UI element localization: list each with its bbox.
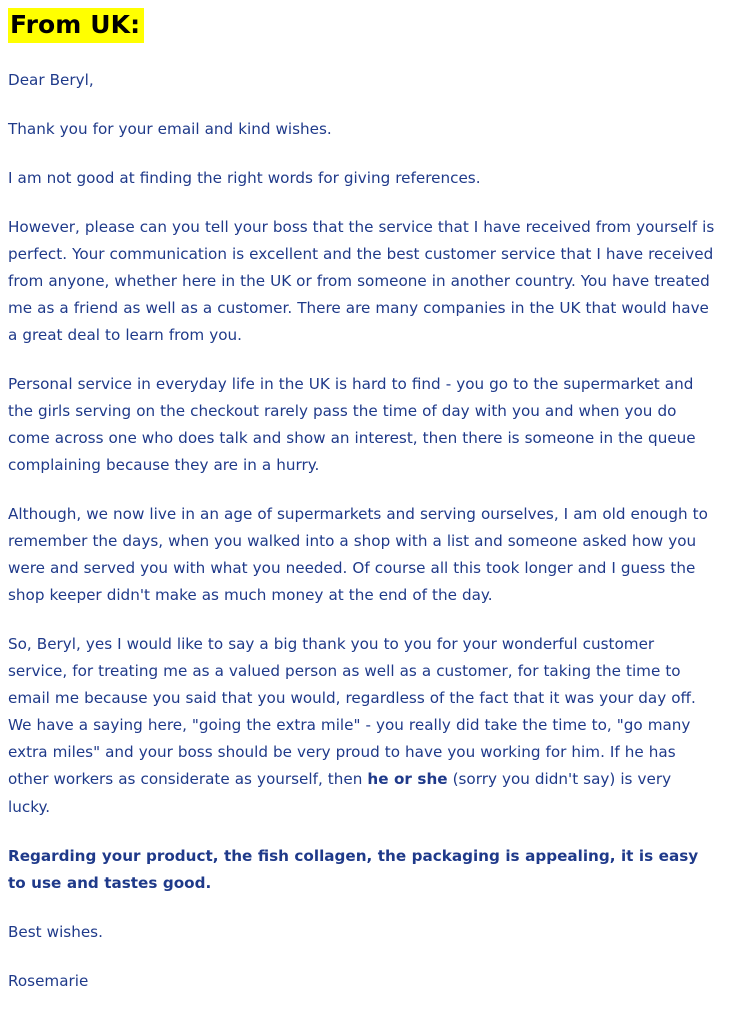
page-title: From UK: [8, 8, 144, 43]
closing-part-one: So, Beryl, yes I would like to say a big thank you to you for your wonderful customer service, for treating me as a valued person as well as a customer, for taking the time to email me because you said that you would, regardless of the fact that it was your day off. We have a saying here, "going the extra mile" - you really did take the time to, "go many extra miles" and your boss should be very proud to have you working for him. If he has other workers as considerate as yourself, then [8, 635, 696, 789]
paragraph-1: Thank you for your email and kind wishes. [8, 119, 332, 138]
signature: Rosemarie [8, 971, 89, 990]
paragraph-6 [8, 631, 716, 820]
closing-emphasis: he or she [367, 770, 448, 789]
product-note: Regarding your product, the fish collagen, the packaging is appealing, it is easy to use and tastes good. [8, 846, 699, 892]
heading-row [8, 8, 716, 43]
closing-part-two: (sorry you didn't say) is very lucky. [8, 770, 672, 816]
salutation: Dear Beryl, [8, 70, 94, 89]
paragraph-2: I am not good at finding the right words for giving references. [8, 168, 481, 187]
paragraph-3: However, please can you tell your boss that the service that I have received from yourself is perfect. Your communication is excellent and the best customer service that I have received from anyone, whether here in the UK or from someone in another country. You have treated me as a friend as well as a customer. There are many companies in the UK that would have a great deal to learn from you. [8, 217, 715, 344]
sign-off: Best wishes. [8, 922, 103, 941]
paragraph-5: Although, we now live in an age of supermarkets and serving ourselves, I am old enough to remember the days, when you walked into a shop with a list and someone asked how you were and served you with what you needed. Of course all this took longer and I guess the shop keeper didn't make as much money at the end of the day. [8, 505, 708, 605]
paragraph-4: Personal service in everyday life in the UK is hard to find - you go to the supermarket and the girls serving on the checkout rarely pass the time of day with you and when you do come across one who does talk and show an interest, then there is someone in the queue complaining because they are in a hurry. [8, 374, 696, 475]
